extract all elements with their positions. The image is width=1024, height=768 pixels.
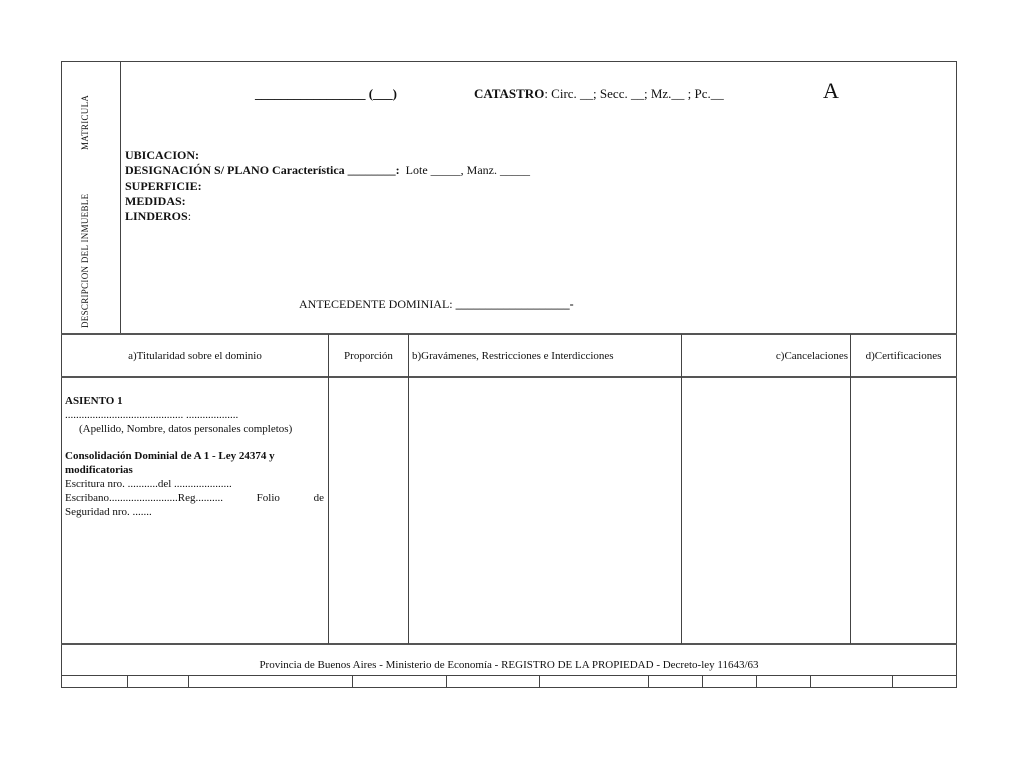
ubicacion-label: UBICACION: (125, 148, 200, 162)
section-divider-header (61, 376, 957, 378)
form-letter: A (823, 78, 839, 103)
footer-bottom-rule (61, 675, 957, 676)
asiento-escritura: Escritura nro. ...........del ..................... (65, 478, 232, 490)
bottom-tick (539, 675, 540, 687)
asiento-escribano: Escribano.........................Reg.......... (65, 492, 223, 504)
asiento-block (65, 394, 324, 519)
asiento-folio: Folio (256, 492, 280, 504)
designacion-line (125, 163, 530, 178)
header-blank-line: _________________ (___) (255, 86, 397, 101)
col-header-proporcion: Proporción (344, 350, 393, 362)
designacion-label: DESIGNACIÓN S/ PLANO Característica ________: (125, 163, 400, 177)
catastro-label: CATASTRO (474, 86, 545, 101)
superficie-label: SUPERFICIE: (125, 179, 202, 193)
side-column-divider (120, 61, 121, 333)
linderos-line (125, 209, 191, 224)
col-divider-3 (681, 334, 682, 644)
medidas-label: MEDIDAS: (125, 194, 186, 208)
bottom-tick (756, 675, 757, 687)
col-header-gravamenes: b)Gravámenes, Restricciones e Interdicciones (412, 350, 614, 362)
asiento-consolidacion-1: Consolidación Dominial de A 1 - Ley 24374 y (65, 450, 275, 462)
section-divider-footer (61, 643, 957, 645)
col-divider-2 (408, 334, 409, 644)
bottom-tick (127, 675, 128, 687)
bottom-tick (352, 675, 353, 687)
asiento-de: de (313, 492, 324, 504)
asiento-dots: ........................................... ................... (65, 409, 239, 421)
bottom-tick (892, 675, 893, 687)
catastro-fields: : Circ. __; Secc. __; Mz.__ ; Pc.__ (544, 86, 724, 101)
footer-text: Provincia de Buenos Aires - Ministerio de Economía - REGISTRO DE LA PROPIEDAD - Decreto-ley 11643/63 (259, 659, 759, 671)
antecedente-label: ANTECEDENTE DOMINIAL: (299, 297, 456, 311)
linderos-label: LINDEROS (125, 209, 188, 223)
asiento-escribano-line (65, 491, 324, 505)
bottom-tick (446, 675, 447, 687)
asiento-title: ASIENTO 1 (65, 395, 123, 407)
section-divider-top (61, 333, 957, 335)
asiento-consolidacion-2: modificatorias (65, 464, 133, 476)
asiento-seguridad: Seguridad nro. ....... (65, 506, 152, 518)
col-divider-4 (850, 334, 851, 644)
antecedente-value: ___________________- (455, 297, 574, 311)
bottom-tick (810, 675, 811, 687)
asiento-names-note: (Apellido, Nombre, datos personales completos) (79, 423, 293, 435)
antecedente-line (299, 297, 574, 312)
bottom-tick (188, 675, 189, 687)
bottom-tick (702, 675, 703, 687)
catastro-line (474, 86, 724, 102)
designacion-value: Lote _____, Manz. _____ (405, 163, 530, 177)
descripcion-inmueble-label: DESCRIPCION DEL INMUEBLE (80, 193, 90, 328)
col-header-cancelaciones: c)Cancelaciones (775, 350, 848, 362)
col-header-certificaciones: d)Certificaciones (865, 350, 942, 362)
bottom-tick (648, 675, 649, 687)
matricula-label: MATRICULA (80, 94, 90, 150)
col-divider-1 (328, 334, 329, 644)
linderos-colon: : (187, 209, 192, 223)
col-header-titularidad: a)Titularidad sobre el dominio (128, 350, 262, 362)
side-labels (72, 62, 96, 332)
